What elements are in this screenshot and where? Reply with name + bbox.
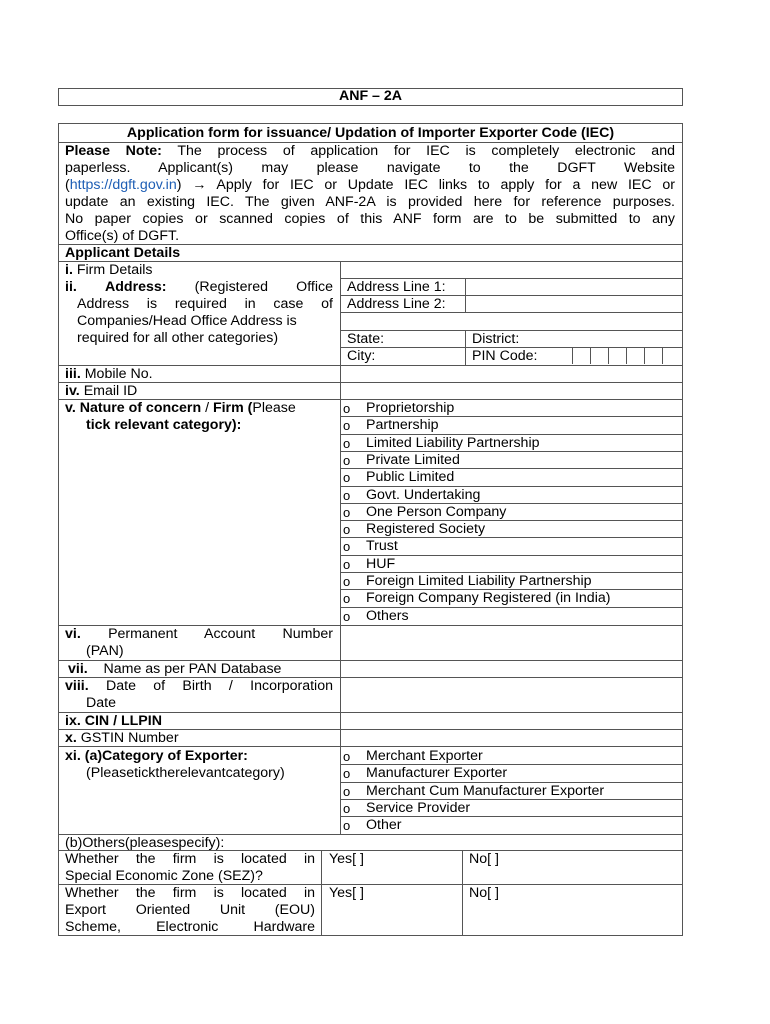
eou-yes-option[interactable]: Yes[ ] <box>329 885 364 901</box>
nature-option-label: Public Limited <box>366 469 455 486</box>
pin-digit-box[interactable] <box>572 348 591 364</box>
cin-llpin-input[interactable] <box>341 713 682 729</box>
nature-option-label: Limited Liability Partnership <box>366 434 540 451</box>
nature-option-label: HUF <box>366 555 396 572</box>
gstin-label: x. GSTIN Number <box>65 730 179 746</box>
note-line-2: paperless. Applicant(s) may please navigate to the DGFT Website <box>65 160 675 176</box>
pin-digit-box[interactable] <box>662 348 681 364</box>
nature-option-label: Partnership <box>366 417 439 434</box>
sez-no-option[interactable]: No[ ] <box>469 851 499 867</box>
nature-option-label: Proprietorship <box>366 400 455 416</box>
address-line-2-input[interactable] <box>466 296 682 311</box>
eou-no-option[interactable]: No[ ] <box>469 885 499 901</box>
nature-option-checkbox[interactable]: o <box>343 452 351 468</box>
nature-option-label: Others <box>366 607 409 624</box>
nature-option-label: Registered Society <box>366 521 486 538</box>
nature-option-label: Foreign Limited Liability Partnership <box>366 573 592 589</box>
nature-option-checkbox[interactable]: o <box>343 487 351 503</box>
state-label: State: <box>347 331 385 347</box>
nature-option-label: Private Limited <box>366 451 460 468</box>
nature-option-checkbox[interactable]: o <box>343 608 351 624</box>
pan-name-input[interactable] <box>341 661 682 677</box>
dgft-website-link[interactable]: https://dgft.gov.in <box>69 177 177 193</box>
pin-digit-box[interactable] <box>608 348 627 364</box>
address-line-2-label: Address Line 2: <box>347 296 446 312</box>
note-line-6: Office(s) of DGFT. <box>65 228 180 244</box>
nature-option-checkbox[interactable]: o <box>343 470 351 486</box>
note-line-3: (https://dgft.gov.in) → Apply for IEC or Update IEC links to apply for a new IEC or <box>65 177 675 193</box>
exporter-option-label: Merchant Exporter <box>366 748 483 764</box>
nature-option-label: Trust <box>366 538 398 555</box>
firm-details-label: i. Firm Details <box>65 262 153 278</box>
nature-option-checkbox[interactable]: o <box>343 556 351 572</box>
exporter-option-checkbox[interactable]: o <box>343 749 351 764</box>
exporter-option-checkbox[interactable]: o <box>343 783 351 799</box>
mobile-no-label: iii. Mobile No. <box>65 366 153 382</box>
exporter-option-label: Manufacturer Exporter <box>366 765 508 782</box>
exporter-option-checkbox[interactable]: o <box>343 800 351 816</box>
email-id-input[interactable] <box>341 383 682 399</box>
note-line-4: update an existing IEC. The given ANF-2A is provided here for reference purposes. <box>65 194 675 210</box>
nature-option-label: Govt. Undertaking <box>366 486 481 503</box>
sez-yes-option[interactable]: Yes[ ] <box>329 851 364 867</box>
form-code: ANF – 2A <box>338 88 403 104</box>
pin-digit-box[interactable] <box>590 348 609 364</box>
address-line-1-label: Address Line 1: <box>347 279 446 295</box>
applicant-details-heading: Applicant Details <box>65 245 181 261</box>
dob-label-line-2: Date <box>86 695 116 711</box>
exporter-option-label: Merchant Cum Manufacturer Exporter <box>366 782 605 799</box>
nature-option-label: Foreign Company Registered (in India) <box>366 590 611 607</box>
nature-of-concern-label: v. Nature of concern / Firm (Please <box>65 400 296 416</box>
nature-option-checkbox[interactable]: o <box>343 539 351 555</box>
eou-question-line-1: Whether the firm is located in <box>65 885 315 901</box>
sez-question-line-2: Special Economic Zone (SEZ)? <box>65 868 263 884</box>
pin-digit-box[interactable] <box>626 348 645 364</box>
pan-label-line-2: (PAN) <box>86 643 124 659</box>
form-title: Application form for issuance/ Updation of Importer Exporter Code (IEC) <box>126 125 615 141</box>
exporter-option-checkbox[interactable]: o <box>343 766 351 782</box>
pan-input[interactable] <box>341 626 682 659</box>
email-id-label: iv. Email ID <box>65 383 138 399</box>
nature-of-concern-hint: tick relevant category): <box>86 417 242 433</box>
cin-llpin-label: ix. CIN / LLPIN <box>65 713 162 729</box>
address-label-line-4: required for all other categories) <box>77 330 279 346</box>
nature-option-label: One Person Company <box>366 503 507 520</box>
pin-code-label: PIN Code: <box>472 348 538 364</box>
eou-question-line-2: Export Oriented Unit (EOU) <box>65 902 315 918</box>
others-specify-label: (b)Others(pleasespecify): <box>65 835 225 851</box>
eou-question-line-3: Scheme, Electronic Hardware <box>65 919 315 935</box>
city-label: City: <box>347 348 376 364</box>
exporter-category-label: xi. (a)Category of Exporter: <box>65 748 248 764</box>
gstin-input[interactable] <box>341 730 682 746</box>
note-line-1: Please Note: The process of application for IEC is completely electronic and <box>65 143 675 159</box>
exporter-option-label: Other <box>366 817 402 834</box>
district-label: District: <box>472 331 520 347</box>
exporter-option-checkbox[interactable]: o <box>343 818 351 834</box>
note-line-5: No paper copies or scanned copies of this ANF form are to be submitted to any <box>65 211 675 227</box>
nature-option-checkbox[interactable]: o <box>343 504 351 520</box>
pan-label-line-1: vi. Permanent Account Number <box>65 626 333 642</box>
address-label-line-2: Address is required in case of <box>77 296 333 312</box>
exporter-category-hint: (Pleaseticktherelevantcategory) <box>86 765 285 781</box>
exporter-option-label: Service Provider <box>366 799 471 816</box>
nature-option-checkbox[interactable]: o <box>343 401 351 416</box>
address-label-line-1: ii. Address: (Registered Office <box>65 279 333 295</box>
dob-input[interactable] <box>341 678 682 711</box>
sez-question-line-1: Whether the firm is located in <box>65 851 315 867</box>
pin-digit-box[interactable] <box>644 348 663 364</box>
address-line-1-input[interactable] <box>466 279 682 294</box>
mobile-no-input[interactable] <box>341 366 682 382</box>
nature-option-checkbox[interactable]: o <box>343 522 351 538</box>
pan-name-label: vii. Name as per PAN Database <box>68 661 282 677</box>
nature-option-checkbox[interactable]: o <box>343 591 351 607</box>
nature-option-checkbox[interactable]: o <box>343 574 351 589</box>
nature-option-checkbox[interactable]: o <box>343 418 351 434</box>
nature-option-checkbox[interactable]: o <box>343 435 351 451</box>
address-label-line-3: Companies/Head Office Address is <box>77 313 297 329</box>
dob-label-line-1: viii. Date of Birth / Incorporation <box>65 678 333 694</box>
